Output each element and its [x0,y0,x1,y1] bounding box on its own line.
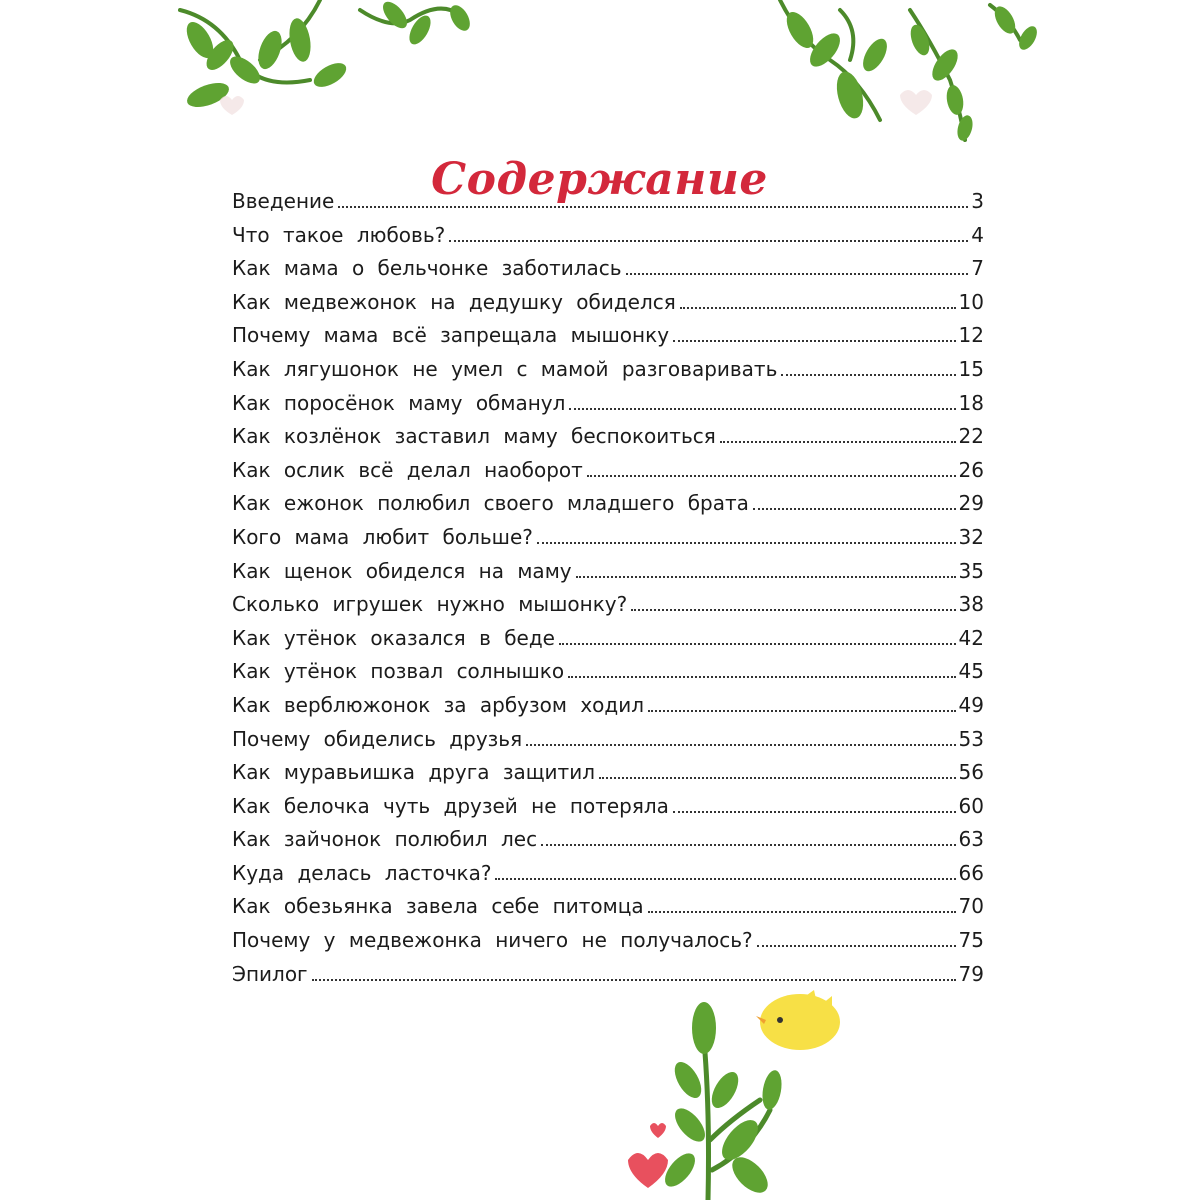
dot-leader [569,408,955,410]
toc-entry-title: Как поросёнок маму обманул [232,390,566,415]
toc-entry [232,622,984,656]
table-of-contents [232,185,984,991]
toc-entry-title: Как ежонок полюбил своего младшего брата [232,491,749,516]
toc-entry-page-number: 56 [958,760,984,785]
heart-icon [650,1123,666,1138]
toc-entry-page-number: 75 [958,928,984,953]
dot-leader [576,576,956,578]
dot-leader [599,777,956,779]
toc-entry-page-number: 42 [958,625,984,650]
toc-entry [232,823,984,857]
toc-entry-page-number: 35 [958,558,984,583]
toc-entry-page-number: 10 [958,289,984,314]
toc-entry-title: Как утёнок позвал солнышко [232,659,565,684]
toc-entry-title: Как козлёнок заставил маму беспокоиться [232,424,716,449]
toc-entry-title: Как лягушонок не умел с мамой разговаривать [232,356,778,381]
toc-entry-page-number: 49 [958,692,984,717]
dot-leader [568,676,955,678]
dot-leader [587,475,956,477]
toc-entry [232,924,984,958]
toc-entry-title: Как белочка чуть друзей не потеряла [232,793,669,818]
dot-leader [495,878,955,880]
toc-entry-page-number: 29 [958,491,984,516]
toc-entry-page-number: 12 [958,323,984,348]
toc-entry-page-number: 3 [971,189,984,213]
toc-entry-title: Почему обиделись друзья [232,726,523,751]
dot-leader [680,307,956,309]
toc-entry-title: Как медвежонок на дедушку обиделся [232,289,676,314]
page-title: Содержание [431,154,768,206]
dot-leader [648,710,956,712]
dot-leader [312,979,956,981]
toc-entry [232,353,984,387]
toc-entry-title: Как щенок обиделся на маму [232,558,572,583]
toc-entry-title: Как обезьянка завела себе питомца [232,894,644,919]
toc-entry-title: Как мама о бельчонке заботилась [232,256,622,281]
toc-entry [232,857,984,891]
toc-entry-page-number: 22 [958,424,984,449]
toc-entry [232,454,984,488]
toc-entry-title: Введение [232,189,335,213]
dot-leader [631,609,955,611]
toc-entry-page-number: 7 [971,256,984,281]
sprout-illustration [600,990,860,1200]
toc-entry [232,958,984,992]
toc-entry-page-number: 32 [958,524,984,549]
toc-entry-title: Как верблюжонок за арбузом ходил [232,692,645,717]
dot-leader [449,240,968,242]
toc-entry-title: Как муравьишка друга защитил [232,760,595,785]
dot-leader [338,206,968,208]
dot-leader [781,374,955,376]
toc-entry [232,420,984,454]
toc-entry-title: Куда делась ласточка? [232,860,492,885]
toc-entry [232,219,984,253]
toc-entry-title: Почему у медвежонка ничего не получалось? [232,928,753,953]
dot-leader [720,441,956,443]
toc-entry-page-number: 66 [958,860,984,885]
toc-entry-page-number: 53 [958,726,984,751]
toc-entry [232,521,984,555]
toc-entry-page-number: 15 [958,356,984,381]
toc-entry-title: Почему мама всё запрещала мышонку [232,323,670,348]
toc-entry [232,286,984,320]
toc-entry-title: Кого мама любит больше? [232,524,533,549]
toc-entry [232,487,984,521]
toc-entry-title: Как утёнок оказался в беде [232,625,555,650]
dot-leader [541,844,955,846]
dot-leader [559,643,956,645]
toc-entry-page-number: 70 [958,894,984,919]
dot-leader [753,508,956,510]
vines-illustration [160,0,1040,160]
heart-icon [628,1153,668,1188]
toc-entry-page-number: 60 [958,793,984,818]
toc-entry-page-number: 79 [958,961,984,986]
dot-leader [526,744,955,746]
toc-entry [232,890,984,924]
dot-leader [757,945,956,947]
toc-entry [232,723,984,757]
toc-entry [232,588,984,622]
dot-leader [673,811,956,813]
toc-entry-page-number: 38 [958,592,984,617]
toc-entry [232,252,984,286]
toc-entry-title: Эпилог [232,961,308,986]
toc-entry [232,689,984,723]
toc-entry [232,756,984,790]
dot-leader [537,542,956,544]
toc-entry-page-number: 45 [958,659,984,684]
toc-entry [232,555,984,589]
toc-entry-title: Что такое любовь? [232,222,446,247]
toc-entry-title: Сколько игрушек нужно мышонку? [232,592,628,617]
toc-entry-page-number: 18 [958,390,984,415]
bird-icon [756,990,840,1050]
dot-leader [673,340,956,342]
toc-entry-page-number: 26 [958,457,984,482]
toc-entry-page-number: 4 [971,222,984,247]
toc-entry [232,790,984,824]
dot-leader [648,911,956,913]
toc-entry-title: Как зайчонок полюбил лес [232,827,538,852]
toc-entry-title: Как ослик всё делал наоборот [232,457,583,482]
toc-entry [232,319,984,353]
dot-leader [626,273,969,275]
toc-entry [232,655,984,689]
toc-entry [232,185,984,219]
toc-entry [232,387,984,421]
toc-entry-page-number: 63 [958,827,984,852]
